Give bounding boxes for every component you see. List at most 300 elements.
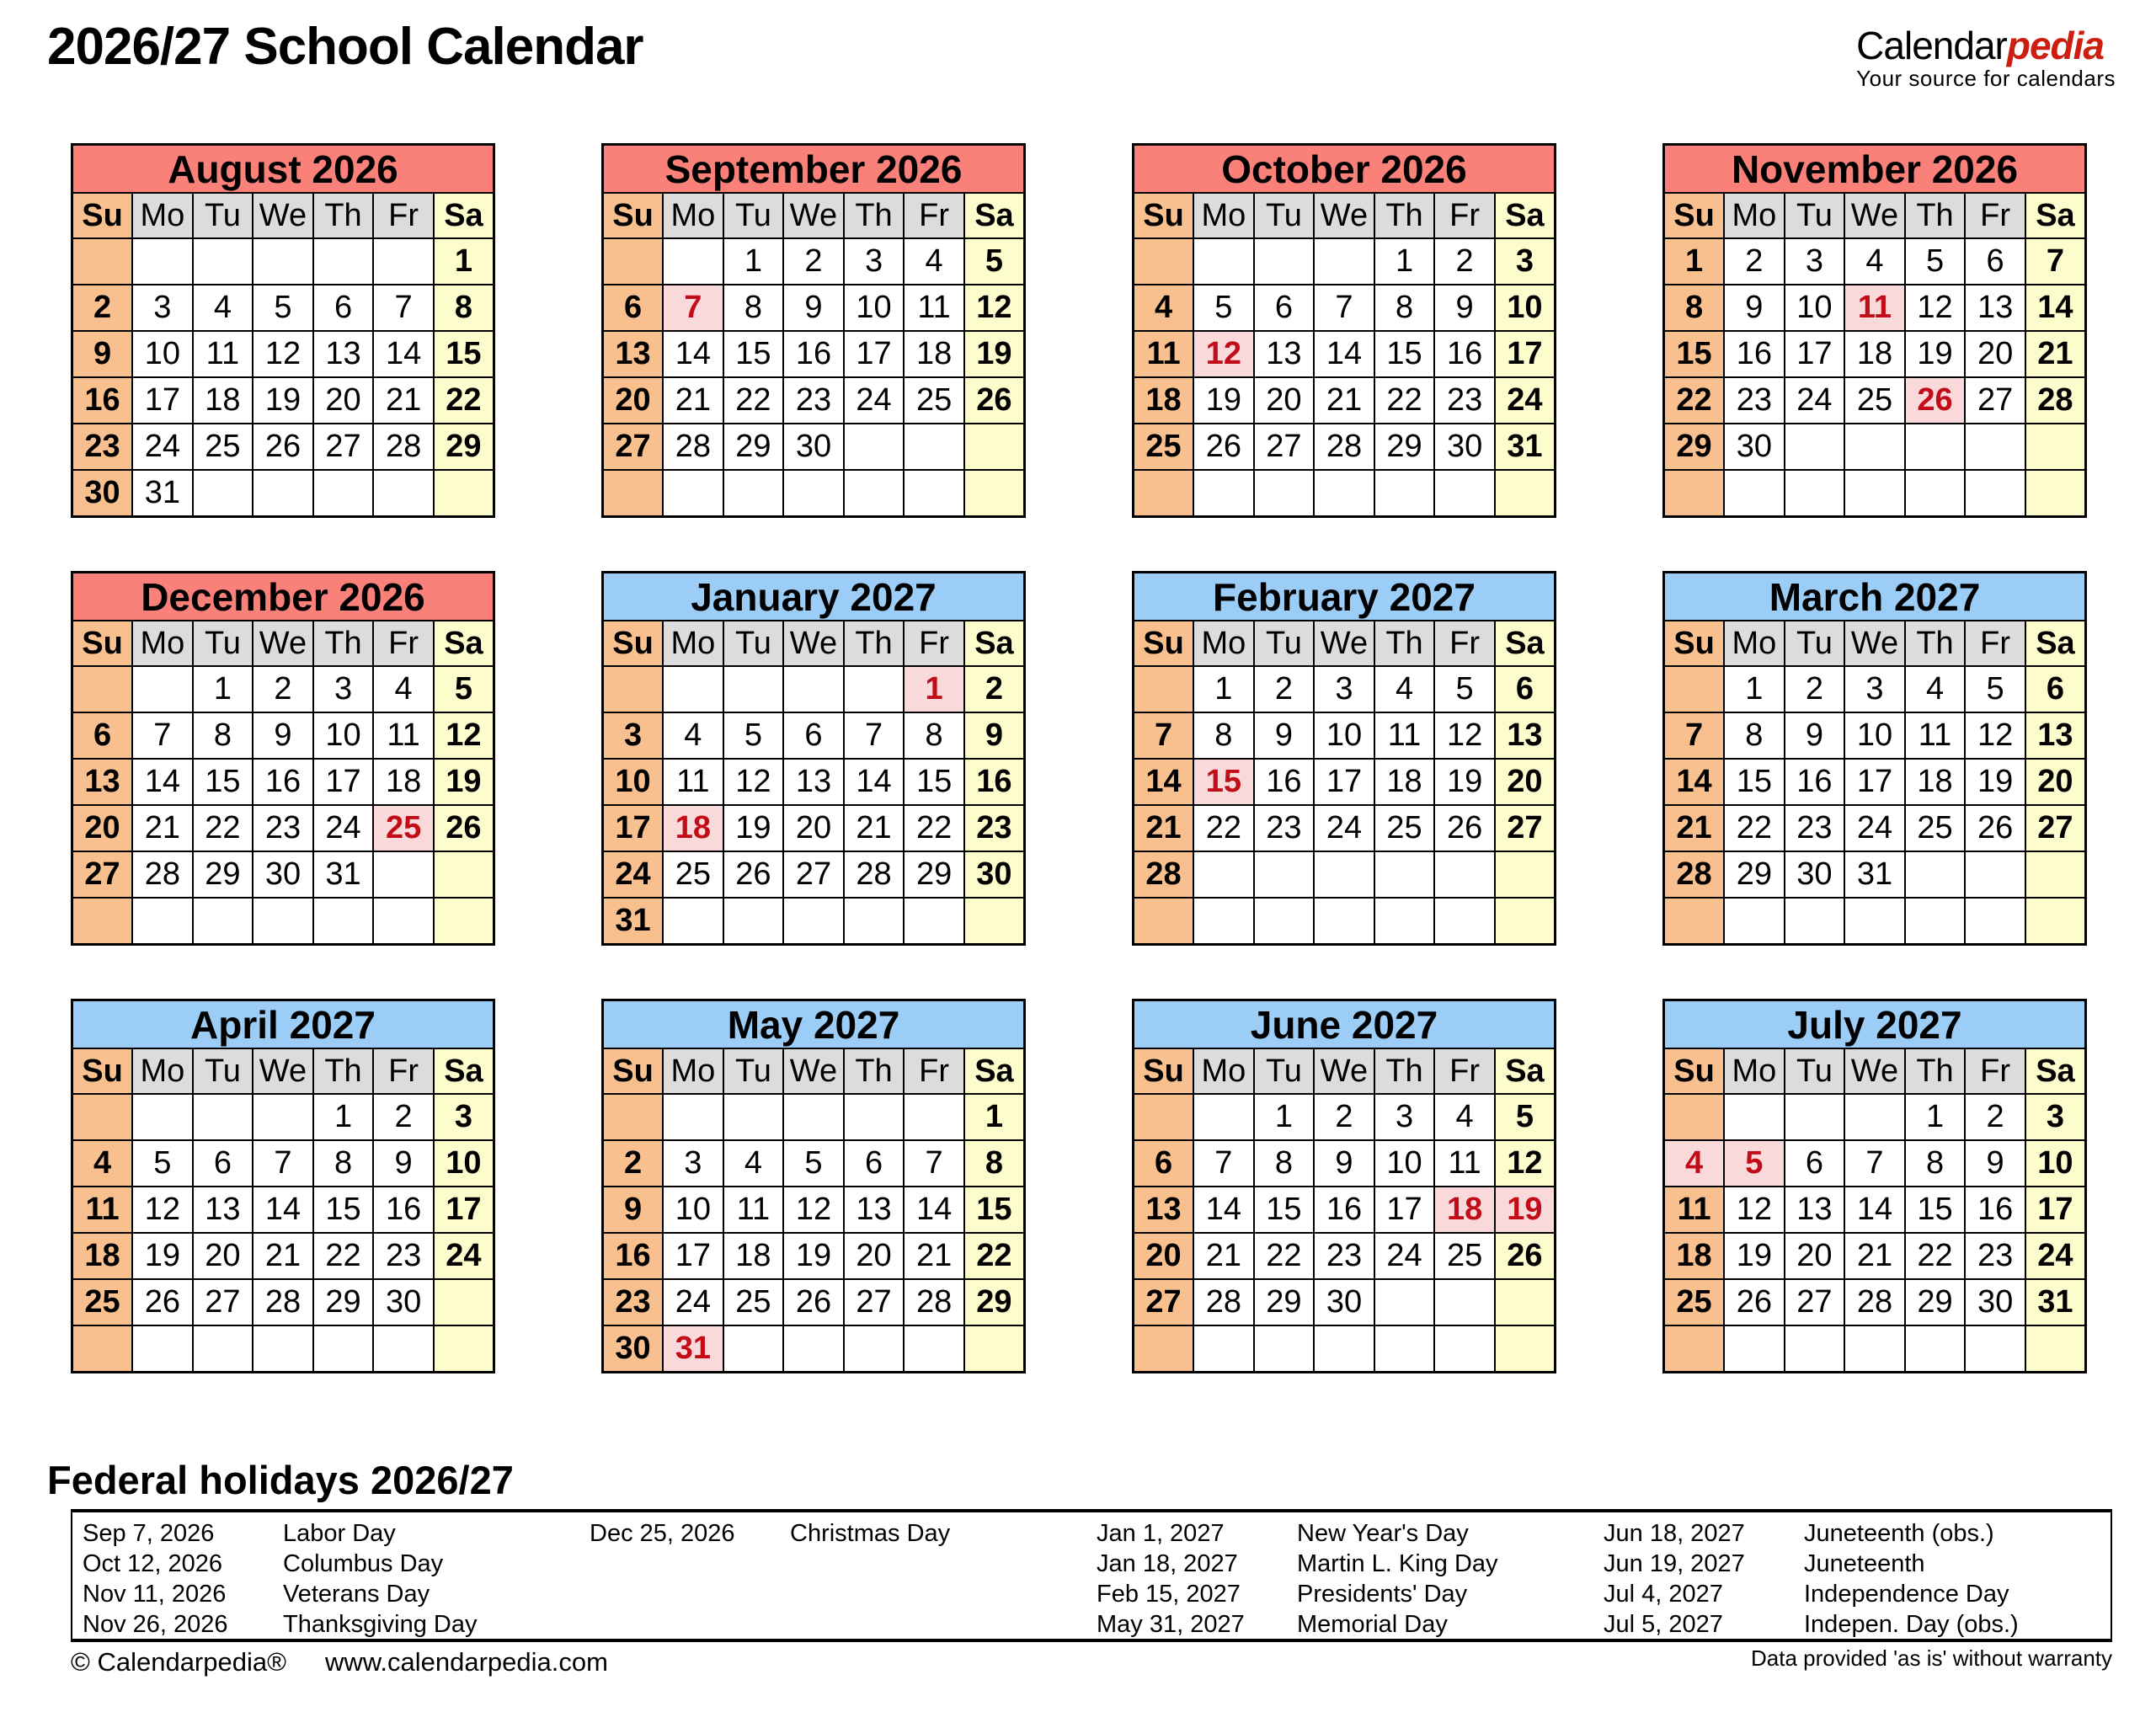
day-cell: 17: [1785, 331, 1845, 377]
day-cell: 4: [1374, 666, 1435, 712]
day-cell: 28: [253, 1279, 313, 1325]
day-cell: 8: [1724, 712, 1785, 759]
day-cell: [1965, 470, 2025, 517]
day-cell: 31: [1495, 424, 1556, 470]
holiday-name: Indepen. Day (obs.): [1804, 1610, 2019, 1638]
day-cell: [1905, 424, 1966, 470]
day-cell: [723, 1094, 784, 1140]
day-cell: 27: [1254, 424, 1315, 470]
day-cell: 3: [1844, 666, 1905, 712]
month-title: March 2027: [1664, 573, 2086, 621]
day-cell: 15: [904, 759, 964, 805]
day-cell: 10: [1495, 285, 1556, 331]
day-cell: 20: [603, 377, 664, 424]
day-cell: 22: [1724, 805, 1785, 851]
day-cell: 24: [663, 1279, 723, 1325]
day-cell: [1495, 851, 1556, 898]
day-cell-holiday: 15: [1193, 759, 1254, 805]
day-cell: 21: [2025, 331, 2086, 377]
day-cell: 22: [904, 805, 964, 851]
day-cell: 13: [1134, 1187, 1194, 1233]
day-cell: 31: [1844, 851, 1905, 898]
day-cell: 2: [603, 1140, 664, 1187]
day-cell: [373, 851, 434, 898]
day-cell: 11: [1374, 712, 1435, 759]
day-cell: 18: [1374, 759, 1435, 805]
day-cell: 2: [373, 1094, 434, 1140]
day-header-sa: Sa: [1495, 193, 1556, 238]
day-cell: [193, 1094, 253, 1140]
day-cell: 1: [313, 1094, 374, 1140]
day-cell: 27: [72, 851, 133, 898]
day-cell: 30: [783, 424, 844, 470]
day-cell: [1664, 666, 1725, 712]
day-cell: 27: [783, 851, 844, 898]
month-title: October 2026: [1134, 145, 1556, 194]
day-cell: 11: [1905, 712, 1966, 759]
day-cell: 7: [1134, 712, 1194, 759]
day-cell-holiday: 26: [1905, 377, 1966, 424]
day-cell: [663, 238, 723, 285]
day-cell: 29: [434, 424, 494, 470]
day-cell: [132, 898, 193, 945]
day-cell: 23: [1965, 1233, 2025, 1279]
day-cell: 2: [1314, 1094, 1374, 1140]
day-cell: [1785, 1094, 1845, 1140]
day-cell: 22: [964, 1233, 1025, 1279]
month-calendar-june-2027: [1132, 999, 1556, 1373]
day-cell: 10: [434, 1140, 494, 1187]
day-cell: 6: [193, 1140, 253, 1187]
day-cell: 24: [1785, 377, 1845, 424]
day-cell: 6: [313, 285, 374, 331]
day-cell: 8: [1374, 285, 1435, 331]
day-cell: [1965, 424, 2025, 470]
day-cell: [1434, 470, 1495, 517]
day-cell: 23: [1724, 377, 1785, 424]
day-header-su: Su: [1664, 1048, 1725, 1094]
day-cell: 20: [1965, 331, 2025, 377]
day-cell: 30: [603, 1325, 664, 1373]
day-cell: 22: [1193, 805, 1254, 851]
day-cell: 27: [1495, 805, 1556, 851]
day-cell: 17: [663, 1233, 723, 1279]
day-cell: [723, 470, 784, 517]
day-cell: 14: [663, 331, 723, 377]
day-header-mo: Mo: [1724, 1048, 1785, 1094]
holiday-name: Juneteenth: [1804, 1549, 1925, 1577]
day-cell: 2: [1724, 238, 1785, 285]
month-title: January 2027: [603, 573, 1025, 621]
day-cell: 5: [723, 712, 784, 759]
page-title: 2026/27 School Calendar: [47, 18, 643, 76]
month-calendar-march-2027: [1662, 571, 2087, 946]
day-cell: [723, 898, 784, 945]
day-cell: [1254, 1325, 1315, 1373]
day-cell: 11: [1434, 1140, 1495, 1187]
day-cell: 25: [1134, 424, 1194, 470]
day-header-tu: Tu: [723, 193, 784, 238]
day-cell: 25: [1844, 377, 1905, 424]
day-cell: 28: [663, 424, 723, 470]
day-cell: [1785, 424, 1845, 470]
day-cell: 8: [434, 285, 494, 331]
day-cell: 25: [72, 1279, 133, 1325]
day-cell: 5: [253, 285, 313, 331]
day-cell: 7: [844, 712, 905, 759]
day-header-mo: Mo: [1193, 193, 1254, 238]
day-cell: 20: [1254, 377, 1315, 424]
day-cell: 27: [1965, 377, 2025, 424]
month-title: May 2027: [603, 1000, 1025, 1049]
day-cell: 27: [844, 1279, 905, 1325]
day-cell: 6: [2025, 666, 2086, 712]
day-header-fr: Fr: [1965, 1048, 2025, 1094]
day-cell: 27: [603, 424, 664, 470]
day-header-mo: Mo: [663, 1048, 723, 1094]
day-cell: 9: [1314, 1140, 1374, 1187]
day-cell: [723, 1325, 784, 1373]
day-cell: 25: [1905, 805, 1966, 851]
day-cell: 9: [1434, 285, 1495, 331]
day-header-th: Th: [1905, 621, 1966, 666]
day-cell: 14: [1193, 1187, 1254, 1233]
day-cell: [2025, 851, 2086, 898]
holiday-date: Jan 1, 2027: [1097, 1519, 1225, 1547]
day-cell: [1314, 238, 1374, 285]
day-header-sa: Sa: [434, 621, 494, 666]
day-header-sa: Sa: [964, 1048, 1025, 1094]
day-cell: [434, 851, 494, 898]
day-cell: 4: [1905, 666, 1966, 712]
day-cell: 26: [723, 851, 784, 898]
day-cell: 29: [1254, 1279, 1315, 1325]
day-cell: 19: [253, 377, 313, 424]
day-cell: 24: [1495, 377, 1556, 424]
day-header-tu: Tu: [723, 1048, 784, 1094]
day-cell: [193, 470, 253, 517]
day-cell: [1193, 851, 1254, 898]
day-header-fr: Fr: [1965, 193, 2025, 238]
day-cell-holiday: 4: [1664, 1140, 1725, 1187]
month-title: July 2027: [1664, 1000, 2086, 1049]
day-cell: 30: [964, 851, 1025, 898]
day-cell: 2: [1434, 238, 1495, 285]
month-calendar-december-2026: [71, 571, 495, 946]
day-header-we: We: [783, 1048, 844, 1094]
day-cell: 16: [1434, 331, 1495, 377]
day-header-su: Su: [1134, 193, 1194, 238]
day-cell: 3: [1495, 238, 1556, 285]
day-header-tu: Tu: [1785, 1048, 1845, 1094]
holiday-date: May 31, 2027: [1097, 1610, 1245, 1638]
day-header-tu: Tu: [1254, 621, 1315, 666]
day-cell: 22: [723, 377, 784, 424]
day-cell: [904, 898, 964, 945]
day-cell: 9: [1724, 285, 1785, 331]
day-header-sa: Sa: [434, 193, 494, 238]
day-cell: 7: [1193, 1140, 1254, 1187]
day-cell: 10: [1844, 712, 1905, 759]
day-cell: 19: [1724, 1233, 1785, 1279]
day-cell: 8: [723, 285, 784, 331]
day-cell: 4: [193, 285, 253, 331]
day-cell: [1134, 1325, 1194, 1373]
day-cell: 15: [1664, 331, 1725, 377]
day-cell: [603, 238, 664, 285]
day-cell: 20: [783, 805, 844, 851]
day-cell: 17: [1374, 1187, 1435, 1233]
day-header-mo: Mo: [663, 621, 723, 666]
day-header-su: Su: [1134, 621, 1194, 666]
day-cell: 27: [193, 1279, 253, 1325]
day-cell: 30: [1724, 424, 1785, 470]
day-cell: 29: [1724, 851, 1785, 898]
day-cell: 3: [603, 712, 664, 759]
day-cell: 6: [1785, 1140, 1845, 1187]
day-cell: 25: [1374, 805, 1435, 851]
day-header-th: Th: [1905, 193, 1966, 238]
day-cell: 10: [1785, 285, 1845, 331]
day-cell: 1: [1905, 1094, 1966, 1140]
footer-copyright: [71, 1647, 608, 1677]
day-cell: 15: [313, 1187, 374, 1233]
holiday-row: [1604, 1609, 2111, 1640]
day-cell: 22: [434, 377, 494, 424]
day-cell: [132, 1094, 193, 1140]
day-cell: [1965, 898, 2025, 945]
day-cell: 11: [1664, 1187, 1725, 1233]
day-cell: 1: [964, 1094, 1025, 1140]
holiday-date: Nov 11, 2026: [83, 1580, 227, 1608]
day-cell: [1495, 898, 1556, 945]
day-cell: 28: [1664, 851, 1725, 898]
day-cell: [1193, 470, 1254, 517]
day-cell: 9: [253, 712, 313, 759]
day-cell: [253, 1094, 313, 1140]
day-cell: 29: [1664, 424, 1725, 470]
day-cell: [1905, 1325, 1966, 1373]
day-cell: [132, 666, 193, 712]
day-cell: 5: [783, 1140, 844, 1187]
website-link[interactable]: www.calendarpedia.com: [324, 1647, 608, 1677]
day-cell: [603, 470, 664, 517]
day-header-tu: Tu: [1254, 1048, 1315, 1094]
day-header-th: Th: [1374, 1048, 1435, 1094]
day-cell: [1434, 898, 1495, 945]
day-cell: 2: [253, 666, 313, 712]
day-cell: [1965, 851, 2025, 898]
federal-holidays-title: Federal holidays 2026/27: [47, 1458, 514, 1502]
day-cell: [783, 470, 844, 517]
day-cell: 12: [253, 331, 313, 377]
holiday-date: Dec 25, 2026: [590, 1519, 735, 1547]
day-header-we: We: [783, 193, 844, 238]
day-cell: 31: [2025, 1279, 2086, 1325]
day-cell: 21: [253, 1233, 313, 1279]
day-cell: [313, 1325, 374, 1373]
day-cell: 24: [132, 424, 193, 470]
day-cell: 15: [434, 331, 494, 377]
day-cell: 29: [964, 1279, 1025, 1325]
day-cell: [1905, 470, 1966, 517]
day-cell: [253, 238, 313, 285]
day-cell: 13: [313, 331, 374, 377]
holiday-date: Feb 15, 2027: [1097, 1580, 1241, 1608]
holiday-column-3: [1097, 1518, 1604, 1640]
day-cell: [1134, 238, 1194, 285]
day-cell: [1193, 1094, 1254, 1140]
day-cell: 23: [1434, 377, 1495, 424]
day-cell: [313, 238, 374, 285]
day-cell: 5: [1434, 666, 1495, 712]
month-calendar-november-2026: [1662, 143, 2087, 518]
day-cell: 1: [723, 238, 784, 285]
day-header-tu: Tu: [723, 621, 784, 666]
day-cell: 28: [904, 1279, 964, 1325]
holiday-date: Jun 19, 2027: [1604, 1549, 1745, 1577]
day-cell: 13: [1495, 712, 1556, 759]
day-cell: [844, 470, 905, 517]
day-cell: 8: [964, 1140, 1025, 1187]
holiday-row: [590, 1518, 1097, 1549]
day-cell: 12: [1434, 712, 1495, 759]
day-cell: 21: [1844, 1233, 1905, 1279]
day-cell: [844, 424, 905, 470]
day-cell: [844, 1094, 905, 1140]
day-header-fr: Fr: [373, 621, 434, 666]
day-header-su: Su: [603, 621, 664, 666]
day-header-su: Su: [72, 1048, 133, 1094]
holiday-row: [83, 1609, 590, 1640]
day-cell-holiday: 25: [373, 805, 434, 851]
day-cell: 6: [603, 285, 664, 331]
holiday-name: Veterans Day: [283, 1580, 430, 1608]
day-cell: [1254, 238, 1315, 285]
day-cell: 25: [904, 377, 964, 424]
day-cell: 23: [1254, 805, 1315, 851]
month-title: February 2027: [1134, 573, 1556, 621]
day-cell: 16: [72, 377, 133, 424]
day-cell: 24: [603, 851, 664, 898]
day-cell: [1314, 851, 1374, 898]
day-header-fr: Fr: [373, 1048, 434, 1094]
day-cell: 27: [2025, 805, 2086, 851]
day-header-sa: Sa: [434, 1048, 494, 1094]
day-cell: [964, 470, 1025, 517]
day-cell: [1965, 1325, 2025, 1373]
day-cell: 8: [1905, 1140, 1966, 1187]
day-cell: [2025, 424, 2086, 470]
day-header-fr: Fr: [904, 621, 964, 666]
day-cell: 14: [2025, 285, 2086, 331]
federal-holidays-box: [71, 1509, 2112, 1642]
day-cell: [1844, 470, 1905, 517]
day-cell: [1254, 851, 1315, 898]
day-cell: 2: [783, 238, 844, 285]
day-cell: 12: [1905, 285, 1966, 331]
day-cell: 19: [783, 1233, 844, 1279]
day-cell: 26: [253, 424, 313, 470]
month-title: December 2026: [72, 573, 494, 621]
day-cell: 6: [1965, 238, 2025, 285]
day-cell: 30: [1314, 1279, 1374, 1325]
day-cell: [2025, 470, 2086, 517]
day-cell: 10: [1374, 1140, 1435, 1187]
day-cell: 12: [1724, 1187, 1785, 1233]
day-cell: 19: [1905, 331, 1966, 377]
day-cell: [434, 1279, 494, 1325]
day-cell: [2025, 1325, 2086, 1373]
day-cell: [1785, 898, 1845, 945]
day-cell: 26: [1965, 805, 2025, 851]
holiday-date: Jun 18, 2027: [1604, 1519, 1745, 1547]
holiday-date: Oct 12, 2026: [83, 1549, 223, 1577]
day-cell: 7: [373, 285, 434, 331]
day-cell: 15: [1905, 1187, 1966, 1233]
month-calendar-may-2027: [601, 999, 1026, 1373]
day-cell: 29: [193, 851, 253, 898]
day-cell: [663, 470, 723, 517]
day-cell: 3: [844, 238, 905, 285]
day-cell: 10: [2025, 1140, 2086, 1187]
day-header-fr: Fr: [904, 1048, 964, 1094]
day-cell: [1254, 470, 1315, 517]
day-cell-holiday: 31: [663, 1325, 723, 1373]
day-cell: [1134, 898, 1194, 945]
day-cell: 27: [313, 424, 374, 470]
day-cell: 12: [132, 1187, 193, 1233]
day-cell: 4: [1434, 1094, 1495, 1140]
day-cell: 4: [1134, 285, 1194, 331]
day-cell: 20: [2025, 759, 2086, 805]
holiday-name: Memorial Day: [1297, 1610, 1448, 1638]
holiday-name: Juneteenth (obs.): [1804, 1519, 1994, 1547]
day-cell: 9: [783, 285, 844, 331]
holiday-row: [1097, 1609, 1604, 1640]
holiday-row: [1097, 1549, 1604, 1579]
day-cell: 26: [434, 805, 494, 851]
day-cell: 17: [2025, 1187, 2086, 1233]
day-cell: 23: [373, 1233, 434, 1279]
day-cell: 19: [1965, 759, 2025, 805]
day-header-sa: Sa: [1495, 621, 1556, 666]
day-cell: 15: [1374, 331, 1435, 377]
day-cell: 28: [132, 851, 193, 898]
day-header-mo: Mo: [132, 193, 193, 238]
day-cell: 14: [904, 1187, 964, 1233]
day-cell: 17: [1844, 759, 1905, 805]
month-calendar-august-2026: [71, 143, 495, 518]
day-cell: [1664, 470, 1725, 517]
day-cell: 17: [313, 759, 374, 805]
day-cell: [373, 470, 434, 517]
month-title: June 2027: [1134, 1000, 1556, 1049]
day-cell: 18: [1134, 377, 1194, 424]
day-cell: 21: [1664, 805, 1725, 851]
day-cell: 15: [193, 759, 253, 805]
day-cell: 6: [1134, 1140, 1194, 1187]
day-cell: 5: [132, 1140, 193, 1187]
day-cell: 16: [603, 1233, 664, 1279]
day-cell: [253, 898, 313, 945]
month-title: April 2027: [72, 1000, 494, 1049]
day-cell: 13: [193, 1187, 253, 1233]
day-cell: 13: [603, 331, 664, 377]
day-cell: [1134, 1094, 1194, 1140]
day-cell: 18: [1844, 331, 1905, 377]
day-cell: [663, 898, 723, 945]
